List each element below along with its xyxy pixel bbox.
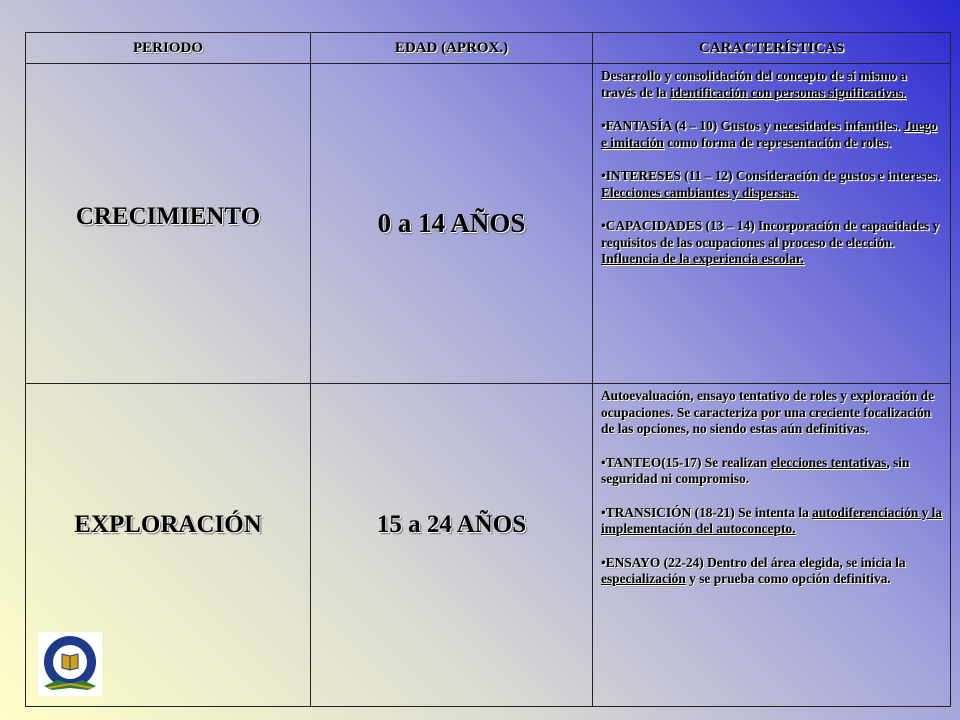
- bullet-capacidades: •CAPACIDADES (13 – 14) Incorporación de capacidades y requisitos de las ocupaciones al proceso de elección. Influencia de la experiencia escolar.: [601, 218, 940, 266]
- bullet-ensayo: •ENSAYO (22-24) Dentro del área elegida, se inicia la especialización y se prueba como opción definitiva.: [601, 554, 906, 586]
- age-cell: [311, 384, 593, 707]
- university-seal-icon: [38, 632, 102, 696]
- bullet-fantasia: •FANTASÍA (4 – 10) Gustos y necesidades infantiles. Juego e imitación como forma de representación de roles.: [601, 118, 937, 150]
- bullet-transicion: •TRANSICIÓN (18-21) Se intenta la autodiferenciación y la implementación del autoconcepto.: [601, 504, 943, 536]
- period-cell: [26, 64, 311, 384]
- header-periodo: PERIODO: [26, 33, 311, 64]
- header-row: [26, 33, 951, 64]
- period-label: EXPLORACIÓN: [74, 511, 262, 538]
- age-label: 0 a 14 AÑOS: [377, 208, 526, 238]
- row-exploracion: [26, 384, 951, 707]
- header-caracteristicas: CARACTERÍSTICAS: [593, 33, 951, 64]
- description-cell: [593, 64, 951, 384]
- career-stages-table: [25, 32, 951, 707]
- intro-paragraph: Desarrollo y consolidación del concepto de sí mismo a través de la identificación con personas significativas.: [601, 68, 907, 100]
- header-edad: EDAD (APROX.): [311, 33, 593, 64]
- row-crecimiento: [26, 64, 951, 384]
- university-logo: [38, 632, 102, 696]
- age-cell: [311, 64, 593, 384]
- intro-paragraph: Autoevaluación, ensayo tentativo de roles y exploración de ocupaciones. Se caracteriza por una creciente focalización de las opciones, no siendo estas aún definitivas.: [601, 388, 935, 436]
- age-label: 15 a 24 AÑOS: [376, 511, 527, 538]
- bullet-tanteo: •TANTEO(15-17) Se realizan elecciones tentativas, sin seguridad ni compromiso.: [601, 454, 910, 486]
- period-label: CRECIMIENTO: [75, 202, 261, 230]
- bullet-intereses: •INTERESES (11 – 12) Consideración de gustos e intereses. Elecciones cambiantes y dispersas.: [601, 168, 940, 200]
- description-cell: [593, 384, 951, 707]
